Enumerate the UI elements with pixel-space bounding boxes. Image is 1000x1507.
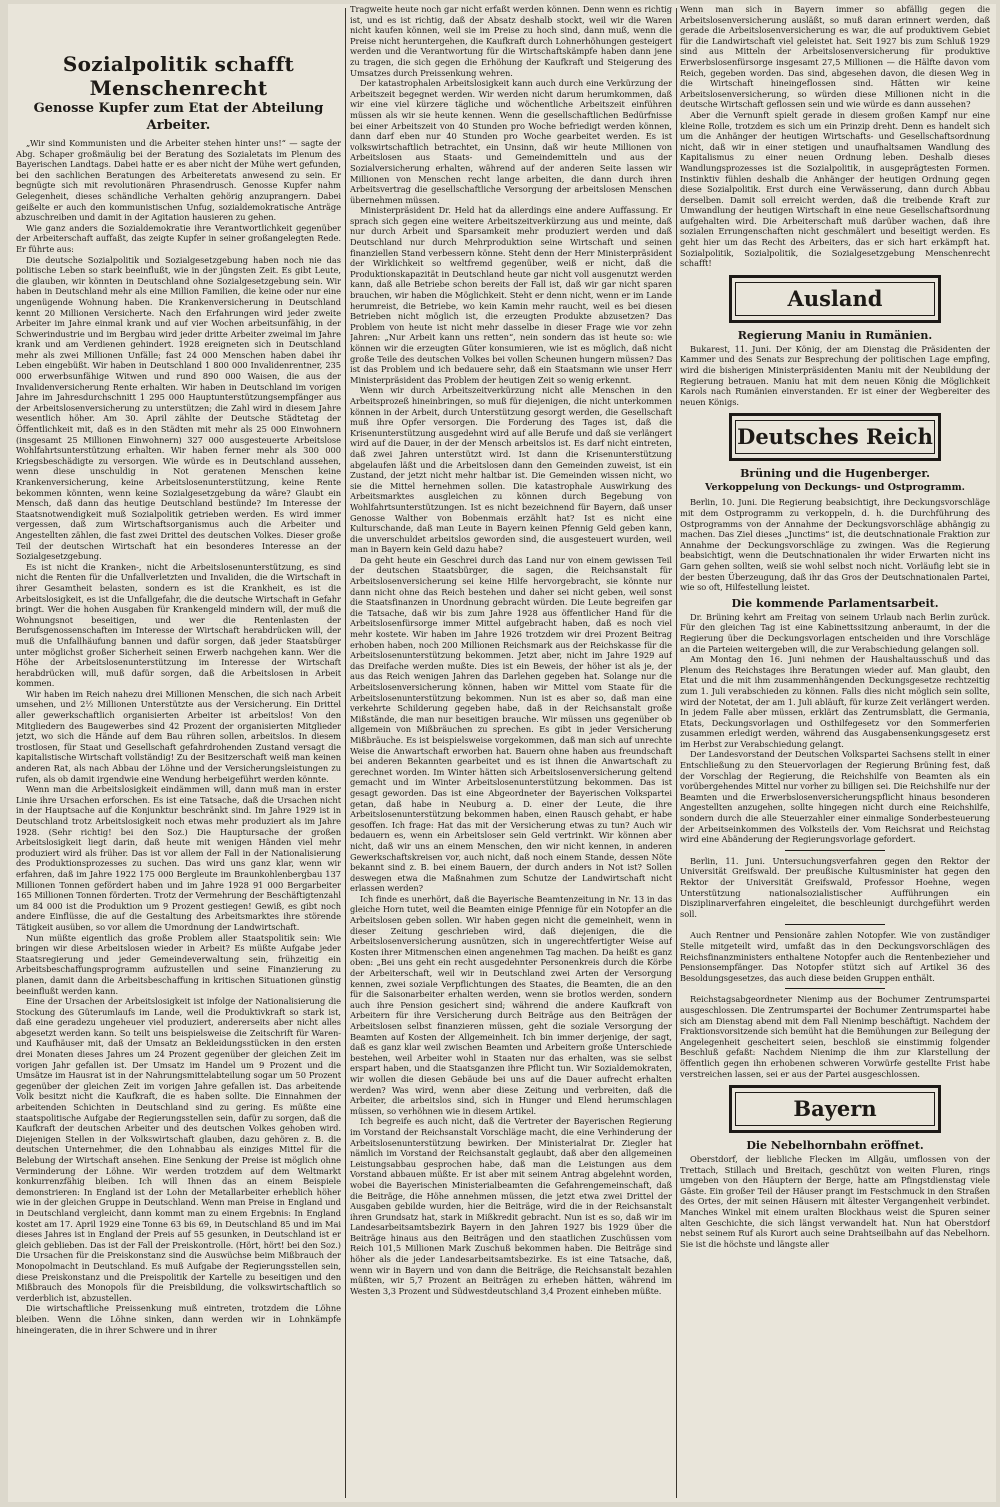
paragraph: Ich begreife es auch nicht, daß die Vertreter der Bayerischen Regierung im Vorstand der Reichsanstalt Vorschläge macht, die eine Verhinderung der Arbeitslosenunterstützung bewirken. Der Ministerialrat Dr. Ziegler hat nämlich im Vorstand der Reichsanstalt geglaubt, daß aber den allgemeinen Leistungsabbau gesprochen habe, daß man die Leistungen aus dem Vorstand abbauen müßte. Er ist aber mit seinem Antrag abgelehnt worden, wobei die Bayerischen Ministerialbeamten die Gefahrengemeinschaft, daß die Beiträge, die Höhe annehmen müssen, die jetzt etwa zwei Drittel der Ausgaben gebilde wurden, hier die Beiträge, wird die in der Reichsanstalt ihren Grundsatz hat, stark in Mißkredit gebracht. Nun ist es so, daß wir im Landesarbeitsamtsbezirk Bayern in den Jahren 1927 bis 1929 über die Beiträge hinaus aus den Beiträgen und den staatlichen Zuschüssen vom Reich 101,5 Millionen Mark Zuschuß bekommen haben. Die Beiträge sind höher als die jeder Landesarbeitsamtsbezirke. Es ist eine Tatsache, daß, wenn wir in Bayern und von dann die Beiträge, die Reichsanstalt bezahlen müßten, wir 5,7 Prozent an Beiträgen zu erheben hätten, während im Westen 3,3 Prozent und Südwestdeutschland 3,4 Prozent einheben müßte. [350,1116,672,1296]
section-banner-bayern [729,1085,941,1133]
divider [785,924,885,925]
paragraph: Nun müßte eigentlich das große Problem aller Staatspolitik sein: Wie bringen wir diese Arbeitslosen wieder in Arbeit? Es müßte Aufgabe jeder Staatsregierung und jeder Gemeindeverwaltung sein, frühzeitig ein Arbeitsbeschaffungsprogramm aufzustellen und seine Finanzierung zu planen, damit dann die Arbeitsbeschaffung in kritischen Situationen günstig beeinflußt werden kann. [16,932,341,996]
column-2 [350,4,672,1502]
article-subheadline: Verkoppelung von Deckungs- und Ostprogramm. [705,482,965,494]
paragraph: Der Landesvorstand der Deutschen Volkspartei Sachsens stellt in einer Entschließung zu den Steuervorlagen der Regierung Brüning fest, daß der Vorschlag der Regierung, die Reichshilfe von Beamten als ein vorübergehendes Mittel nur vorher zu billigen sei. Die Reichshilfe nur der Beamten und die Erwerbslosenversicherungspflicht hinaus besonderen Angestellten anzugehen, sollte hingegen nicht durch eine Reichshilfe, sondern durch die alle Steuerzahler einer einmalige Sonderbesteuerung der Arbeitseinkommen des Volksteils der. Vom Reichsrat und Reichstag wird eine Abänderung der Regierungsvorlage gefordert. [680,749,990,845]
paragraph: Ministerpräsident Dr. Held hat da allerdings eine andere Auffassung. Er sprach sich gegen eine weitere Arbeitszeitverkürzung aus und meinte, daß nur durch Arbeit und Sparsamkeit mehr produziert werden und daß Deutschland nur durch Mehrproduktion seine Wirtschaft und seinen finanziellen Stand verbessern könne. Steht denn der Herr Ministerpräsident der Wirklichkeit so weltfremd gegenüber, weiß er nicht, daß die Produktionskapazität in Deutschland heute gar nicht voll ausgenutzt werden kann, daß alle Betriebe schon bereits der Fall ist, daß wir gar nicht sparen brauchen, wir haben die Möglichkeit. Steht er denn nicht, wenn er im Lande herumreist, die Betriebe, wo kein Kamin mehr raucht, weil es bei diesen Betrieben nicht möglich ist, die erzeugten Produkte abzusetzen? Das Problem von heute ist nicht mehr dasselbe in dieser Frage wie vor zehn Jahren: „Nur Arbeit kann uns retten“, nein sondern das ist heute so: wie können wir die erzeugten Güter konsumieren, wie ist es möglich, daß nicht große Teile des deutschen Volkes bei vollen Scheunen hungern müssen? Das ist das Problem und ich bedauere sehr, daß ein Staatsmann wie unser Herr Ministerpräsident das Problem der heutigen Zeit so wenig erkennt. [350,205,672,385]
paragraph: Wenn man die Arbeitslosigkeit eindämmen will, dann muß man in erster Linie ihre Ursachen erforschen. Es ist eine Tatsache, daß die Ursachen nicht in der Hauptsache auf die Konjunktur beschränkt sind. Im Jahre 1929 ist in Deutschland trotz Arbeitslosigkeit noch etwas mehr produziert als im Jahre 1928. (Sehr richtig! bei den Soz.) Die Hauptursache der großen Arbeitslosigkeit liegt darin, daß heute mit wenigen Händen viel mehr produziert wird als früher. Das ist vor allem der Fall in der Nationalisierung des Produktionsprozesses zu suchen. Das wird uns ganz klar, wenn wir erfahren, daß im Jahre 1922 175 000 Bergleute im Braunkohlenbergbau 137 Millionen Tonnen gefördert haben und im Jahre 1928 91 000 Bergarbeiter 165 Millionen Tonnen förderten. Trotz der Vermehrung der Beschäftigtenzahl um 84 000 ist die Produktion um 9 Prozent gestiegen! Gewiß, es gibt noch andere Einflüsse, die auf die Gestaltung des Arbeitsmarktes ihre störende Tätigkeit ausüben, so vor allem die Umordnung der Landwirtschaft. [16,784,341,932]
article-headline: Brüning und die Hugenberger. [740,467,930,481]
section-banner-ausland [729,275,941,323]
paragraph: Der katastrophalen Arbeitslosigkeit kann auch durch eine Verkürzung der Arbeitszeit begegnet werden. Wir werden nicht darum herumkommen, daß wir eine viel kürzere tägliche und wöchentliche Arbeitszeit einführen müssen als wir sie heute kennen. Wenn die gesellschaftlichen Bedürfnisse bei einer Arbeitszeit von 40 Stunden pro Woche befriedigt werden können, dann darf eben nur 40 Stunden pro Woche gearbeitet werden. Es ist volkswirtschaftlich betrachtet, ein Unsinn, daß wir heute Millionen von Arbeitslosen aus Staats- und Gemeindemitteln und aus der Sozialversicherung erhalten, während auf der anderen Seite lassen wir Millionen von Menschen recht lange arbeiten, die dann durch ihren Arbeitsvertrag die gesellschaftliche Versorgung der arbeitslosen Menschen übernehmen müssen. [350,78,672,205]
paragraph: Ich finde es unerhört, daß die Bayerische Beamtenzeitung in Nr. 13 in das gleiche Horn tutet, weil die Beamten einige Pfennige für ein Notopfer an die Arbeitslosen geben sollen. Wir haben gegen nicht die gemeinheit, wenn in dieser Zeitung geschrieben wird, daß diejenigen, die die Arbeitslosenversicherung ausnützen, sich in ungerechtfertigter Weise auf Kosten ihrer Mitmenschen einen angenehmen Tag machen. Da heißt es ganz oben: „Bei uns geht ein recht ausgedehnter Personenkreis durch die Körbe der Arbeiterschaft, weil wir in Deutschland zwei Arten der Versorgung kennen, zwei soziale Verpflichtungen des Staates, die Beamten, die an den für die Saisonarbeiter erhalten werden, wenn sie brotlos werden, sondern auch ihre Pension gesichert sind; während die andere Kaufkraft von Arbeitern für ihre Versicherung durch Beiträge aus den Beiträgen der Arbeitslosen selbst finanzieren müssen, geht die soziale Versorgung der Beamten auf Kosten der Allgemeinheit. Ich bin immer derjenige, der sagt, daß es ganz klar weil zwischen Beamten und Arbeitern große Unterschiede bestehen, weil Arbeiter wohl in Staaten nur das erhalten, was sie selbst erspart haben, und die Staatsganzen ihre Pflicht tun. Wir Sozialdemokraten, wir wollen die diesen Gebäude bei uns auf die Dauer aufrecht erhalten werden? Was wird, wenn aber diese Zeitung und verbreiten, daß die Arbeiter, die arbeitslos sind, sich in Hunger und Elend herumschlagen müssen, so verhöhnen wie in diesem Artikel. [350,893,672,1116]
paragraph: Am Montag den 16. Juni nehmen der Haushaltausschuß und das Plenum des Reichstages ihre Beratungen wieder auf. Man glaubt, den Etat und die mit ihm zusammenhängenden Deckungsgesetze rechtzeitig zum 1. Juli verabschieden zu können. Falls dies nicht möglich sein sollte, wird der Notetat, der am 1. Juli abläuft, für kurze Zeit verlängert werden. In jedem Falle aber müssen, erklärt das Zentrumsblatt, die Germania, Etats, Deckungsvorlagen und Osthilfegesetz vor den Sommerferien zusammen erledigt werden, während das Ausgabensenkungsgesetz erst im Herbst zur Verabschiedung gelangt. [680,654,990,749]
paragraph: Bukarest, 11. Juni. Der König, der am Dienstag die Präsidenten der Kammer und des Senats zur Besprechung der politischen Lage empfing, wird die bisherigen Ministerpräsidenten Maniu mit der Neubildung der Regierung betrauen. Maniu hat mit dem neuen König die Möglichkeit Karols nach Rumänien einverstanden. Er ist einer der Wegbereiter des neuen Königs. [680,343,990,407]
paragraph: Berlin, 11. Juni. Untersuchungsverfahren gegen den Rektor der Universität Greifswald. Der preußische Kultusminister hat gegen den Rektor der Universität Greifswald, Professor Hoehne, wegen Unterstützung nationalsozialistischer Aufführungen ein Disziplinarverfahren eingeleitet, die beschleunigt durchgeführt werden soll. [680,855,990,919]
column-rule [345,8,346,1498]
paragraph: Es ist nicht die Kranken-, nicht die Arbeitslosenunterstützung, es sind nicht die Renten für die Unfallverletzten und Invaliden, die die Wirtschaft in ihrer Gesamtheit belasten, sondern es ist die Krankheit, es ist die Arbeitslosigkeit, es ist die Unfallgefahr, die die deutsche Wirtschaft in Gefahr bringt. Wer die hohen Ausgaben für Krankengeld mindern will, der muß die Wohnungsnot beseitigen, und wer die Rentenlasten der Berufsgenossenschaften im Interesse der Wirtschaft herabdrücken will, der muß die Unfallhäufung bannen und dafür sorgen, daß jeder Staatsbürger unter möglichst großer Sicherheit seinen Erwerb nachgehen kann. Wer die Höhe der Arbeitslosenunterstützung im Interesse der Wirtschaft herabdrücken will, muß dafür sorgen, daß die Arbeitslosen in Arbeit kommen. [16,561,341,689]
paragraph: Auch Rentner und Pensionäre zahlen Notopfer. Wie von zuständiger Stelle mitgeteilt wird, umfaßt das in den Deckungsvorschlägen des Reichsfinanzministers enthaltene Notopfer auch die Rentenbezieher und Pensionsempfänger. Das Notopfer stützt sich auf Artikel 36 des Besoldungsgesetzes, das auch diese beiden Gruppen enthält. [680,930,990,983]
newspaper-page [8,4,996,1502]
paragraph: Aber die Vernunft spielt gerade in diesem großen Kampf nur eine kleine Rolle, trotzdem es sich um ein Prinzip dreht. Denn es handelt sich um die Anhänger der heutigen Wirtschafts- und Gesellschaftsordnung nicht, daß wir in einer stetigen und unaufhaltsamen Wandlung des Kapitalismus zu einer neuen Ordnung leben. Deshalb dieses Wandlungsprozesses ist die Sozialpolitik, in ausgeprägtesten Formen. Instinktiv fühlen deshalb die Anhänger der heutigen Ordnung gegen diese Sozialpolitik. Erst durch eine Verwässerung, dann durch Abbau derselben. Damit soll erreicht werden, daß die treibende Kraft zur Umwandlung der heutigen Wirtschaft in eine neue Gesellschaftsordnung aufgehalten wird. Die Arbeiterschaft muß darüber wachen, daß ihre sozialen Errungenschaften nicht geschmälert und beseitigt werden. Es geht hier um das Recht des Arbeiters, das er sich hart erkämpft hat. Sozialpolitik, Sozialpolitik, die Sozialgesetzgebung Menschenrecht schafft! [680,109,990,269]
column-1 [16,4,341,1502]
paragraph: Reichstagsabgeordneter Nienimp aus der Bochumer Zentrumspartei ausgeschlossen. Die Zentrumspartei der Bochumer Zentrumspartei habe sich am Dienstag abend mit dem Fall Nienimp beschäftigt. Nachdem der Fraktionsvorsitzende sich bemüht hat die Bemühungen zur Beilegung der Angelegenheit gescheitert seien, beschloß sie einstimmig folgender Beschluß gefaßt: Nachdem Nienimp die ihm zur Klarstellung der öffentlich gegen ihn erhobenen schweren Vorwürfe gestellte Frist habe verstreichen lassen, sei er aus der Partei ausgeschlossen. [680,994,990,1079]
paragraph: Oberstdorf, der liebliche Flecken im Allgäu, umflossen von der Trettach, Stillach und Breitach, geschützt von weiten Fluren, rings umgeben von den Häuptern der Berge, hatte am Pfingstdienstag viele Gäste. Ein großer Teil der Häuser prangt im Festschmuck in den Straßen des Ortes, der mit seinen Häusern mit ältester Vergangenheit verbindet. Manches Winkel mit einem uralten Blockhaus weist die Spuren seiner alten Geschichte, die sich längst verwandelt hat. Nun hat Oberstdorf nebst seinem Ruf als Kurort auch seine Drahtseilbahn auf das Nebelhorn. Sie ist die höchste und längste aller [680,1154,990,1249]
paragraph: Die wirtschaftliche Preissenkung muß eintreten, trotzdem die Löhne bleiben. Wenn die Löhne sinken, dann werden wir in Lohnkämpfe hineingeraten, die in ihrer Schwere und in ihrer [16,1303,341,1335]
paragraph: Eine der Ursachen der Arbeitslosigkeit ist infolge der Nationalisierung die Stockung des Güterumlaufs im Lande, weil die Produktivkraft so stark ist, daß eine geradezu ungeheuer viel produziert, andererseits aber nicht alles abgesetzt werden kann. So teilt uns beispielsweise die Zeitschrift für Waren- und Kaufhäuser mit, daß der Umsatz an Bekleidungsstücken in den ersten drei Monaten dieses Jahres um 24 Prozent gegenüber der gleichen Zeit im vorigen Jahr gefallen ist. Der Umsatz im Handel um 9 Prozent und die Umsätze im Hausrat ist in der Nahrungsmittelabteilung sogar um 50 Prozent gegenüber der gleichen Zeit im vorigen Jahre gefallen ist. Das arbeitende Volk besitzt nicht die Kaufkraft, die es haben sollte. Die Einnahmen der arbeitenden Schichten in Deutschland sind zu gering. Es müßte eine staatspolitische Aufgabe der Regierungsstellen sein, dafür zu sorgen, daß die Kaufkraft der deutschen Arbeiter und des deutschen Volkes gehoben wird. Diejenigen Stellen in der Volkswirtschaft glauben, dazu gehören z. B. die deutschen Unternehmer, die den Lohnabbau als einziges Mittel für die Belebung der Wirtschaft ansehen. Eine Senkung der Preise ist möglich ohne Verminderung der Löhne. Wir werden trotzdem auf dem Weltmarkt konkurrenzfähig bleiben. Ich will Ihnen das an einem Beispiele demonstrieren: In England ist der Lohn der Metallarbeiter erheblich höher wie in der gleichen Gruppe in Deutschland. Wenn man Preise in England und in Deutschland vergleicht, dann kommt man zu einem Ergebnis: In England kostet am 17. April 1929 eine Tonne 63 bis 69, in Deutschland 85 und im Mai dieses Jahres ist in England der Preis auf 55 gesunken, in Deutschland ist er gleich geblieben. Das ist der Fall der Preiskontrolle. (Hört, hört! bei den Soz.) Die Ursachen für die Preiskonstanz sind die Auswüchse beim Mißbrauch der Monopolmacht in Deutschland. Es muß Aufgabe der Regierungsstellen sein, diese Preiskonstanz und die Preispolitik der Kartelle zu beseitigen und den Mißbrauch des Monopols für die Preisbildung, die volkswirtschaftlich so verderblich ist, abzustellen. [16,996,341,1303]
column-3 [680,4,990,1502]
paragraph: Dr. Brüning kehrt am Freitag von seinem Urlaub nach Berlin zurück. Für den gleichen Tag ist eine Kabinettssitzung anberaumt, in der die Regierung über die Deckungsvorlagen entscheiden und ihre Vorschläge an die Parteien weitergeben will, die zur Verabschiedung gelangen soll. [680,611,990,654]
article-headline: Regierung Maniu in Rumänien. [737,328,933,342]
paragraph: Tragweite heute noch gar nicht erfaßt werden können. Denn wenn es richtig ist, und es ist richtig, daß der Absatz deshalb stockt, weil wir die Waren nicht kaufen können, weil sie im Preise zu hoch sind, dann muß, wenn die Preise nicht heruntergehen, die Kaufkraft durch Lohnerhöhungen gesteigert werden und die Verantwortung für die Wirtschaftskämpfe haben dann jene zu tragen, die sich gegen die Erhöhung der Kaufkraft und Steigerung des Umsatzes durch Preissenkung wehren. [350,4,672,78]
section-banner-label: Bayern [735,1092,935,1126]
column-rule [676,8,677,1498]
subheadline: Genosse Kupfer zum Etat der Abteilung Arbeiter. [33,101,324,133]
paragraph: Wie ganz anders die Sozialdemokratie ihre Verantwortlichkeit gegenüber der Arbeiterschaft auffaßt, das zeigte Kupfer in seiner großangelegten Rede. Er führte aus: [16,222,341,254]
section-banner-label: Ausland [735,282,935,316]
divider [785,988,885,989]
paragraph: Wir haben im Reich nahezu drei Millionen Menschen, die sich nach Arbeit umsehen, und 2½ Millionen Unterstützte aus der Versicherung. Ein Drittel aller gewerkschaftlich organisierten Arbeiter ist arbeitslos! Von den Mitgliedern des Baugewerbes sind 42 Prozent der organisierten Mitglieder jetzt, wo sich die Hände auf dem Bau rühren sollen, arbeitslos. In diesem trostlosen, für Staat und Gesellschaft gefahrdrohenden Zustand versagt die kapitalistische Wirtschaft vollständig! Zu der Besitzerschaft weiß man keinen anderen Rat, als nach Abbau der Löhne und der Versicherungsleistungen zu rufen, als ob damit irgendwie eine Wendung herbeigeführt werden könnte. [16,688,341,784]
headline: Sozialpolitik schafft Menschenrecht [62,52,295,100]
paragraph: Berlin, 10. Juni. Die Regierung beabsichtigt, ihre Deckungsvorschläge mit dem Ostprogramm zu verkoppeln, d. h. die Durchführung des Ostprogramms von der Annahme der Deckungsvorschläge abhängig zu machen. Das Ziel dieses „Junctims“ ist, die deutschnationale Fraktion zur Annahme der Deckungsvorschläge zu zwingen. Was die Regierung beabsichtigt, wenn die Deutschnationalen ihr wider Erwarten nicht ins Garn gehen sollten, weiß sie wohl selbst noch nicht. Vorläufig lebt sie in der besten Überzeugung, daß ihr das Gros der Deutschnationalen Partei, wie so oft, Hilfestellung leistet. [680,497,990,593]
paragraph: Wenn wir durch Arbeitszeitverkürzung nicht alle Menschen in den Arbeitsprozeß hineinbringen, so muß für diejenigen, die nicht unterkommen können in der Arbeit, durch Unterstützung gesorgt werden, die Gesellschaft muß ihre Opfer versorgen. Die Forderung des Tages ist, daß die Krisenunterstützung ausgedehnt wird auf alle Berufe und daß sie verlängert wird auf die Dauer, in der der Mensch arbeitslos ist. Es darf nicht eintreten, daß zwei Jahren unterstützt wird. Ist dann die Krisenunterstützung abgelaufen läßt und die Arbeitslosen dann den Gemeinden zuweist, ist ein Zustand, der jetzt nicht mehr haltbar ist. Die Gemeinden wissen nicht, wo sie die Mittel hernehmen sollen. Die katastrophale Auswirkung des Arbeitsmarktes ausgleichen zu können durch Begebung von Wohlfahrtsunterstützungen. Ist es nicht bezeichnend für Bayern, daß unser Genosse Walther von Bobenmais erzählt hat? Ist es nicht eine Kulturschande, daß man Leute in Bayern keinen Pfennig Geld geben kann, die unverschuldet arbeitslos geworden sind, die ausgesteuert wurden, weil man in Bayern kein Geld dazu habe? [350,385,672,555]
paragraph: Da geht heute ein Geschrei durch das Land nur von einem gewissen Teil der deutschen Staatsbürger, die sagen, die Reichsanstalt für Arbeitslosenversicherung sei keine Hilfe hervorgebracht, sie könnte nur dann nicht ohne das Reich bestehen und daher sei nicht geben, weil sonst die Staatsfinanzen in Unordnung gebracht würden. Die Leute begreifen gar die Tatsache, daß wir bis zum Jahre 1928 aus öffentlicher Hand für die Arbeitslosenfürsorge immer Mittel aufgebracht haben, daß es noch viel mehr kostete. Wir haben im Jahre 1926 trotzdem wir drei Prozent Beitrag erhoben haben, noch 200 Millionen Reichsmark aus der Reichskasse für die Arbeitslosenunterstützung bekommen. Jetzt aber, nicht im Jahre 1929 auf das Dreifache werden mußte. Dies ist ein Beweis, der höher ist als je, der aus das Reich wenigen Jahren das Darlehen gegeben hat. Solange nur die Arbeitslosenversicherung können, haben wir Mittel vom Staate für die Arbeitslosenunterstützung bekommen. Nun ist es aber so, daß man eine verkehrte Schilderung gegeben habe, daß in der Reichsanstalt große Mißstände, die man nur beseitigen brauche. Wir müssen uns gegenüber ob allgemein von Mißbräuchen zu sprechen. Es gibt in jeder Versicherung Mißbräuche. Es ist beispielsweise vorgekommen, daß man sich auf unrechte Weise die Anwartschaft erworben hat. Bauern ohne haben aus freundschaft bei anderen Bekannten gearbeitet und es ist ihnen die Anwartschaft zu gerechnet worden. Im Winter hätten sich Arbeitslosenversicherung geltend gemacht und im Winter Arbeitslosenunterstützung bekommen. Das ist gesagt geworden. Das ist eine Abgeordneter der Bayerischen Volkspartei getan, daß habe in Neuburg a. D. einer der Leute, die ihre Arbeitslosenunterstützung bekommen haben, einen Rausch gehabt, er habe gesoffen. Ich frage: Hat das mit der Versicherung etwas zu tun? Auch wir bedauern es, wenn ein Arbeitsloser sein Geld vertrinkt. Wir können aber nicht, daß wir uns an einem Menschen, den wir nicht kennen, in anderen Gewerkschaftskreisen vor, auch nicht, daß noch einem Stande, dessen Nöte bekannt sind z. B. bei einem Bauern, der durch anders in Not ist? Sollen deswegen etwa die Maßnahmen zum Schutze der Landwirtschaft nicht erlassen werden? [350,554,672,894]
section-banner-reich [729,413,941,461]
paragraph: „Wir sind Kommunisten und die Arbeiter stehen hinter uns!“ — sagte der Abg. Schaper großmäulig bei der Beratung des Sozialetats im Plenum des Bayerischen Landtags. Dabei hatte er es aber nicht der Mühe wert gefunden, bei den sachlichen Beratungen des Arbeiteretats anwesend zu sein. Er begnügte sich mit revolutionären Phrasendrusch. Genosse Kupfer nahm Gelegenheit, dieses schändliche Verhalten gehörig anzuprangern. Dabei geißelte er auch den kommunistischen Unfug, sozialdemokratische Anträge abzuschreiben und damit in der Agitation hausieren zu gehen. [16,138,341,223]
article-headline: Die kommende Parlamentsarbeit. [731,596,939,610]
section-banner-label: Deutsches Reich [735,420,935,454]
article-headline: Die Nebelhornbahn eröffnet. [746,1139,924,1153]
paragraph: Die deutsche Sozialpolitik und Sozialgesetzgebung haben noch nie das politische Leben so stark beeinflußt, wie in der jüngsten Zeit. Es gibt Leute, die glauben, wir könnten in Deutschland ohne Sozialgesetzgebung sein. Wir haben in Deutschland mehr als eine Million Familien, die keine oder nur eine ungenügende Wohnung haben. Die Krankenversicherung in Deutschland kennt 20 Millionen Versicherte. Nach den Erfahrungen wird jeder zweite Arbeiter im Jahre einmal krank und auf vier Wochen arbeitsunfähig, in der Schwerindustrie und im Bergbau wird jeder dritte Arbeiter zweimal im Jahre krank und am Verdienen gehindert. 1928 ereigneten sich in Deutschland mehr als zwei Millionen Unfälle; fast 24 000 Menschen haben dabei ihr Leben eingebüßt. Wir haben in Deutschland 1 800 000 Invalidenrentner, 235 000 erwerbsunfähige Witwen und rund 890 000 Waisen, die aus der Invalidenversicherung Rente erhalten. Wir haben in Deutschland im vorigen Jahre im Jahresdurchschnitt 1 295 000 Hauptunterstützungsempfänger aus der Arbeitslosenversicherung zu unterstützen; die Zahl wird in diesem Jahre wesentlich höher. Am 30. April zählte der Deutsche Städtetag der Öffentlichkeit mit, daß es in den Städten mit mehr als 25 000 Einwohnern (insgesamt 25 Millionen Einwohnern) 327 000 ausgesteuerte Arbeitslose Wohlfahrtsunterstützung erhalten. Wir haben ferner mehr als 300 000 Kriegsbeschädigte zu versorgen. Wie würde es in Deutschland aussehen, wenn diese unschuldig in Not geratenen Menschen keine Krankenversicherung, keine Arbeitslosenunterstützung, keine Rente bekommen könnten, wenn keine Sozialgesetzgebung da wäre? Glaubt ein Mensch, daß dann das heutige Deutschland bestünde? Im Interesse der Staatsnotwendigkeit muß Sozialpolitik getrieben werden. Es wird immer vergessen, daß zum Wirtschaftsorganismus auch die Arbeiter und Angestellten zählen, die fast zwei Drittel des deutschen Volkes. Dieser große Teil der deutschen Wirtschaft hat ein besonderes Interesse an der Sozialgesetzgebung. [16,254,341,562]
divider [785,850,885,851]
paragraph: Wenn man sich in Bayern immer so abfällig gegen die Arbeitslosenversicherung ausläßt, so muß daran erinnert werden, daß gerade die Arbeitslosenversicherung es war, die auf produktivem Gebiet für die Landwirtschaft viel geleistet hat. Seit 1927 bis zum Schluß 1929 sind aus Mitteln der Arbeitslosenversicherung für produktive Erwerbslosenfürsorge insgesamt 27,5 Millionen — die Hälfte davon vom Reich, gegeben worden. Das sind, abgesehen davon, die diesen Weg in die Wirtschaft hineingeflossen sind. Hätten wir keine Arbeitslosenversicherung, so würden diese Millionen nicht in die deutsche Wirtschaft geflossen sein und wie würde es dann aussehen? [680,4,990,110]
